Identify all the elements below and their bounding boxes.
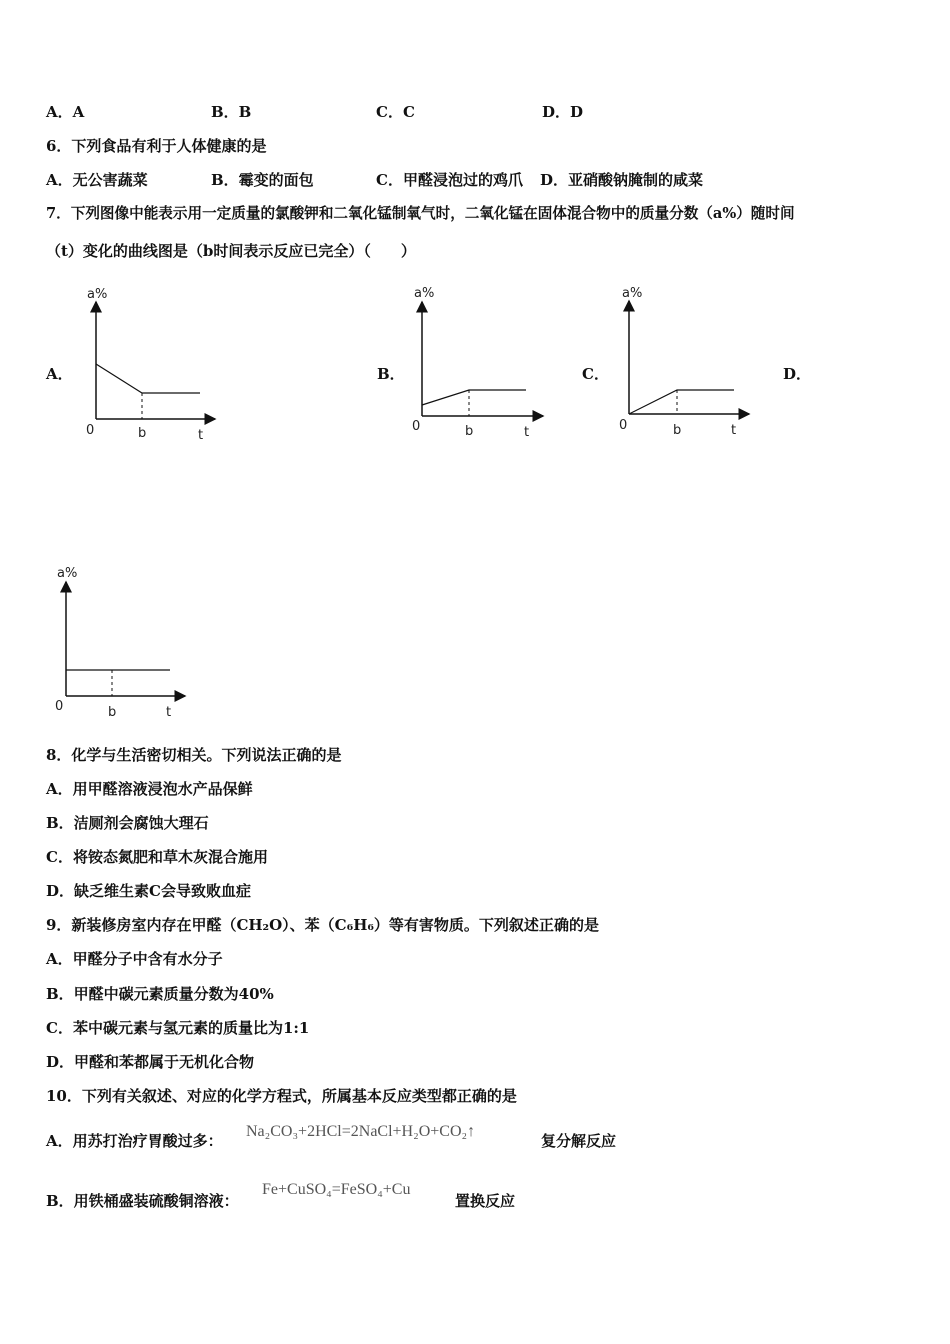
origin-label: 0 xyxy=(619,418,628,433)
x-axis-label: t xyxy=(166,705,172,720)
q7-option-d-label: D． xyxy=(783,365,812,383)
curve xyxy=(422,390,526,405)
b-label: b xyxy=(673,423,682,438)
q10-option-a-equation: Na₂CO₃+2HCl=2NaCl+H₂O+CO₂↑ xyxy=(246,1123,476,1140)
q6-option-b: B．霉变的面包 xyxy=(211,171,314,189)
q10-option-a-type: 复分解反应 xyxy=(541,1132,617,1150)
q5-option-d: D．D xyxy=(542,103,584,121)
q6-option-c: C．甲醛浸泡过的鸡爪 xyxy=(376,171,523,189)
origin-label: 0 xyxy=(55,699,64,714)
q9-option-b: B．甲醛中碳元素质量分数为40% xyxy=(46,985,274,1003)
q7-graph-a xyxy=(80,284,230,444)
q10-option-a-prefix: A．用苏打治疗胃酸过多： xyxy=(46,1132,223,1150)
y-axis-label: a% xyxy=(622,286,643,301)
q7-stem-line1: 7．下列图像中能表示用一定质量的氯酸钾和二氧化锰制氧气时，二氧化锰在固体混合物中的质量分数（a%）随时间 xyxy=(46,205,795,222)
q6-option-a: A．无公害蔬菜 xyxy=(46,171,148,189)
b-label: b xyxy=(108,705,117,720)
curve xyxy=(96,364,200,393)
origin-label: 0 xyxy=(86,423,95,438)
q9-stem: 9．新装修房室内存在甲醛（CH₂O）、苯（C₆H₆）等有害物质。下列叙述正确的是 xyxy=(46,916,599,934)
q9-option-c: C．苯中碳元素与氢元素的质量比为1:1 xyxy=(46,1019,310,1037)
origin-label: 0 xyxy=(412,419,421,434)
b-label: b xyxy=(138,426,147,441)
q6-option-d: D．亚硝酸钠腌制的咸菜 xyxy=(540,171,704,189)
q8-option-a: A．用甲醛溶液浸泡水产品保鲜 xyxy=(46,780,253,798)
y-axis-label: a% xyxy=(414,286,435,301)
q9-option-a: A．甲醛分子中含有水分子 xyxy=(46,950,223,968)
q7-stem-line2: （t）变化的曲线图是（b时间表示反应已完全）（ ） xyxy=(46,242,416,260)
q10-stem: 10．下列有关叙述、对应的化学方程式，所属基本反应类型都正确的是 xyxy=(46,1087,517,1105)
q7-option-b-label: B． xyxy=(377,365,405,383)
x-axis-label: t xyxy=(731,423,737,438)
y-axis-label: a% xyxy=(57,566,78,581)
q5-option-c: C．C xyxy=(376,103,415,121)
q10-option-b-prefix: B．用铁桶盛装硫酸铜溶液： xyxy=(46,1192,239,1210)
q8-option-d: D．缺乏维生素C会导致败血症 xyxy=(46,882,251,900)
q7-option-a-label: A． xyxy=(46,365,73,383)
q8-stem: 8．化学与生活密切相关。下列说法正确的是 xyxy=(46,746,342,764)
q8-option-c: C．将铵态氮肥和草木灰混合施用 xyxy=(46,848,268,866)
q5-option-a: A．A xyxy=(46,103,85,121)
q7-graph-d xyxy=(50,564,200,724)
q5-option-b: B．B xyxy=(211,103,252,121)
x-axis-label: t xyxy=(524,425,530,440)
q8-option-b: B．洁厕剂会腐蚀大理石 xyxy=(46,814,209,832)
q7-graph-b xyxy=(406,284,556,444)
b-label: b xyxy=(465,424,474,439)
q6-stem: 6．下列食品有利于人体健康的是 xyxy=(46,137,267,155)
q10-option-b-type: 置换反应 xyxy=(455,1192,516,1210)
x-axis-label: t xyxy=(198,428,204,443)
q7-option-c-label: C． xyxy=(582,365,609,383)
q7-graph-c xyxy=(614,284,764,444)
q9-option-d: D．甲醛和苯都属于无机化合物 xyxy=(46,1053,255,1071)
curve xyxy=(629,390,734,414)
y-axis-label: a% xyxy=(87,287,108,302)
q10-option-b-equation: Fe+CuSO₄=FeSO₄+Cu xyxy=(262,1181,411,1198)
